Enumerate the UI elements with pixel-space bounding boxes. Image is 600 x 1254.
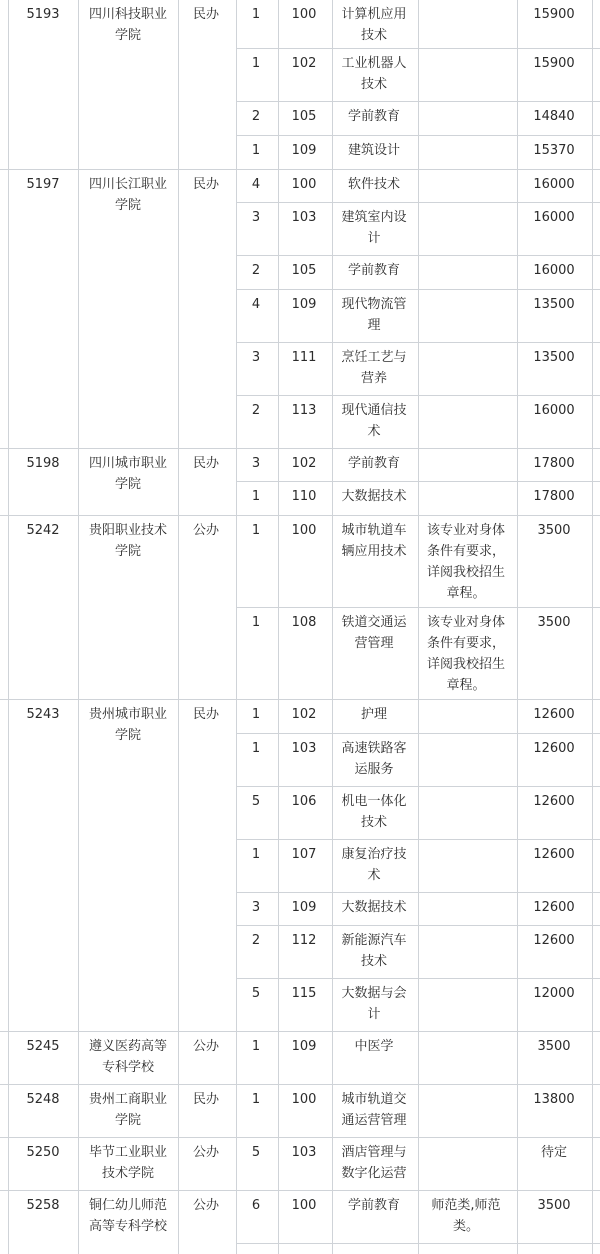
major-code: 107 (291, 847, 317, 862)
school-type: 民办 (192, 456, 219, 471)
major-name: 通运营管理 (341, 1113, 407, 1128)
major-code: 100 (291, 7, 317, 22)
major-name: 护理 (360, 707, 387, 722)
major-name: 学前教育 (347, 1198, 400, 1213)
major-name: 技术 (360, 28, 387, 43)
row-divider (236, 342, 600, 343)
major-name: 建筑设计 (347, 143, 400, 158)
school-name: 技术学院 (101, 1166, 154, 1181)
school-name: 学院 (114, 1113, 141, 1128)
tuition-fee: 16000 (533, 177, 575, 192)
major-code: 108 (291, 615, 317, 630)
major-name: 技术 (360, 815, 387, 830)
major-note: 章程。 (446, 678, 486, 693)
school-code: 5242 (26, 523, 60, 538)
tuition-fee: 15900 (533, 56, 575, 71)
major-name: 营养 (360, 371, 387, 386)
tuition-fee: 12600 (533, 707, 575, 722)
plan-count: 5 (251, 794, 261, 809)
major-name: 数字化运营 (341, 1166, 407, 1181)
row-divider (236, 892, 600, 893)
major-code: 100 (291, 177, 317, 192)
major-code: 100 (291, 1092, 317, 1107)
plan-count: 2 (251, 403, 261, 418)
major-code: 111 (291, 350, 317, 365)
school-name: 贵州工商职业 (88, 1092, 167, 1107)
tuition-fee: 17800 (533, 489, 575, 504)
tuition-fee: 13500 (533, 350, 575, 365)
plan-count: 1 (251, 847, 261, 862)
plan-count: 1 (251, 615, 261, 630)
major-name: 计算机应用 (341, 7, 407, 22)
school-type: 公办 (192, 1198, 219, 1213)
row-divider (0, 1137, 600, 1138)
plan-count: 1 (251, 1092, 261, 1107)
school-code: 5245 (26, 1039, 60, 1054)
school-name: 四川城市职业 (88, 456, 167, 471)
major-code: 103 (291, 210, 317, 225)
row-divider (236, 48, 600, 49)
major-code: 103 (291, 1145, 317, 1160)
major-code: 105 (291, 109, 317, 124)
school-code: 5248 (26, 1092, 60, 1107)
row-divider (236, 607, 600, 608)
school-name: 学院 (114, 198, 141, 213)
major-name: 学前教育 (347, 456, 400, 471)
major-name: 学前教育 (347, 263, 400, 278)
tuition-fee: 3500 (537, 1198, 571, 1213)
school-name: 高等专科学校 (88, 1219, 167, 1234)
major-code: 109 (291, 143, 317, 158)
major-note: 师范类,师范 (431, 1198, 501, 1213)
school-name: 学院 (114, 28, 141, 43)
major-name: 烹饪工艺与 (341, 350, 407, 365)
school-name: 专科学校 (101, 1060, 154, 1075)
major-name: 技术 (360, 77, 387, 92)
tuition-fee: 16000 (533, 403, 575, 418)
plan-count: 1 (251, 1039, 261, 1054)
school-type: 民办 (192, 177, 219, 192)
major-code: 102 (291, 707, 317, 722)
major-name: 大数据技术 (341, 900, 407, 915)
major-code: 109 (291, 297, 317, 312)
school-name: 遵义医药高等 (88, 1039, 167, 1054)
major-name: 学前教育 (347, 109, 400, 124)
school-name: 毕节工业职业 (88, 1145, 167, 1160)
major-code: 109 (291, 1039, 317, 1054)
major-code: 103 (291, 741, 317, 756)
plan-count: 2 (251, 263, 261, 278)
plan-count: 5 (251, 1145, 261, 1160)
major-code: 110 (291, 489, 317, 504)
school-name: 贵阳职业技术 (88, 523, 167, 538)
plan-count: 1 (251, 741, 261, 756)
row-divider (236, 395, 600, 396)
major-name: 技术 (360, 954, 387, 969)
school-name: 贵州城市职业 (88, 707, 167, 722)
major-name: 计 (367, 231, 381, 246)
tuition-fee: 13500 (533, 297, 575, 312)
row-divider (0, 699, 600, 700)
school-name: 学院 (114, 728, 141, 743)
major-name: 中医学 (354, 1039, 394, 1054)
major-name: 理 (367, 318, 381, 333)
plan-count: 1 (251, 707, 261, 722)
major-code: 113 (291, 403, 317, 418)
major-code: 115 (291, 986, 317, 1001)
school-code: 5193 (26, 7, 60, 22)
tuition-fee: 15370 (533, 143, 575, 158)
school-name: 学院 (114, 544, 141, 559)
row-divider (236, 101, 600, 102)
tuition-fee: 15900 (533, 7, 575, 22)
school-code: 5258 (26, 1198, 60, 1213)
tuition-fee: 12600 (533, 741, 575, 756)
school-code: 5198 (26, 456, 60, 471)
major-note: 详阅我校招生 (426, 657, 505, 672)
plan-count: 6 (251, 1198, 261, 1213)
major-code: 109 (291, 900, 317, 915)
major-code: 105 (291, 263, 317, 278)
tuition-fee: 16000 (533, 263, 575, 278)
school-name: 铜仁幼儿师范 (88, 1198, 167, 1213)
tuition-fee: 17800 (533, 456, 575, 471)
plan-count: 3 (251, 350, 261, 365)
major-note: 详阅我校招生 (426, 565, 505, 580)
major-name: 建筑室内设 (341, 210, 407, 225)
major-note: 该专业对身体 (426, 615, 505, 630)
plan-count: 5 (251, 986, 261, 1001)
tuition-fee: 3500 (537, 1039, 571, 1054)
major-name: 计 (367, 1007, 381, 1022)
major-name: 高速铁路客 (341, 741, 407, 756)
major-note: 章程。 (446, 586, 486, 601)
major-name: 新能源汽车 (341, 933, 407, 948)
tuition-fee: 12600 (533, 794, 575, 809)
row-divider (236, 202, 600, 203)
row-divider (0, 1084, 600, 1085)
school-type: 民办 (192, 707, 219, 722)
major-note: 该专业对身体 (426, 523, 505, 538)
school-type: 民办 (192, 1092, 219, 1107)
plan-count: 2 (251, 109, 261, 124)
plan-count: 3 (251, 210, 261, 225)
tuition-fee: 12000 (533, 986, 575, 1001)
plan-count: 4 (251, 297, 261, 312)
tuition-fee: 14840 (533, 109, 575, 124)
major-name: 机电一体化 (341, 794, 407, 809)
major-code: 100 (291, 523, 317, 538)
school-type: 公办 (192, 1145, 219, 1160)
row-divider (236, 925, 600, 926)
school-name: 四川长江职业 (88, 177, 167, 192)
major-code: 102 (291, 456, 317, 471)
row-divider (236, 733, 600, 734)
major-name: 酒店管理与 (341, 1145, 407, 1160)
major-name: 现代物流管 (341, 297, 407, 312)
row-divider (0, 515, 600, 516)
school-type: 公办 (192, 1039, 219, 1054)
tuition-fee: 3500 (537, 615, 571, 630)
row-divider (236, 255, 600, 256)
row-divider (0, 448, 600, 449)
major-name: 营管理 (354, 636, 394, 651)
row-divider (236, 481, 600, 482)
plan-count: 4 (251, 177, 261, 192)
major-code: 106 (291, 794, 317, 809)
school-code: 5250 (26, 1145, 60, 1160)
tuition-fee: 3500 (537, 523, 571, 538)
major-name: 城市轨道交 (341, 1092, 407, 1107)
major-note: 条件有要求， (426, 544, 505, 559)
major-name: 康复治疗技 (341, 847, 407, 862)
tuition-fee: 待定 (540, 1145, 567, 1160)
row-divider (236, 1243, 600, 1244)
major-code: 112 (291, 933, 317, 948)
school-type: 民办 (192, 7, 219, 22)
tuition-fee: 16000 (533, 210, 575, 225)
major-name: 大数据技术 (341, 489, 407, 504)
major-name: 现代通信技 (341, 403, 407, 418)
school-code: 5197 (26, 177, 60, 192)
tuition-fee: 13800 (533, 1092, 575, 1107)
major-name: 术 (367, 424, 381, 439)
major-note: 条件有要求， (426, 636, 505, 651)
plan-count: 1 (251, 7, 261, 22)
major-note: 类。 (452, 1219, 479, 1234)
row-divider (236, 978, 600, 979)
plan-count: 3 (251, 456, 261, 471)
row-divider (236, 135, 600, 136)
major-name: 辆应用技术 (341, 544, 407, 559)
major-name: 铁道交通运 (341, 615, 407, 630)
school-name: 学院 (114, 477, 141, 492)
tuition-fee: 12600 (533, 900, 575, 915)
plan-count: 1 (251, 489, 261, 504)
school-code: 5243 (26, 707, 60, 722)
tuition-fee: 12600 (533, 933, 575, 948)
major-name: 工业机器人 (341, 56, 407, 71)
row-divider (0, 1190, 600, 1191)
row-divider (236, 289, 600, 290)
major-name: 运服务 (354, 762, 394, 777)
row-divider (236, 786, 600, 787)
plan-count: 1 (251, 143, 261, 158)
major-name: 术 (367, 868, 381, 883)
row-divider (236, 839, 600, 840)
plan-count: 2 (251, 933, 261, 948)
major-name: 软件技术 (347, 177, 400, 192)
school-name: 四川科技职业 (88, 7, 167, 22)
major-name: 大数据与会 (341, 986, 407, 1001)
major-code: 100 (291, 1198, 317, 1213)
major-name: 城市轨道车 (341, 523, 407, 538)
plan-count: 3 (251, 900, 261, 915)
tuition-fee: 12600 (533, 847, 575, 862)
row-divider (0, 169, 600, 170)
major-code: 102 (291, 56, 317, 71)
plan-count: 1 (251, 523, 261, 538)
plan-count: 1 (251, 56, 261, 71)
row-divider (0, 1031, 600, 1032)
school-type: 公办 (192, 523, 219, 538)
